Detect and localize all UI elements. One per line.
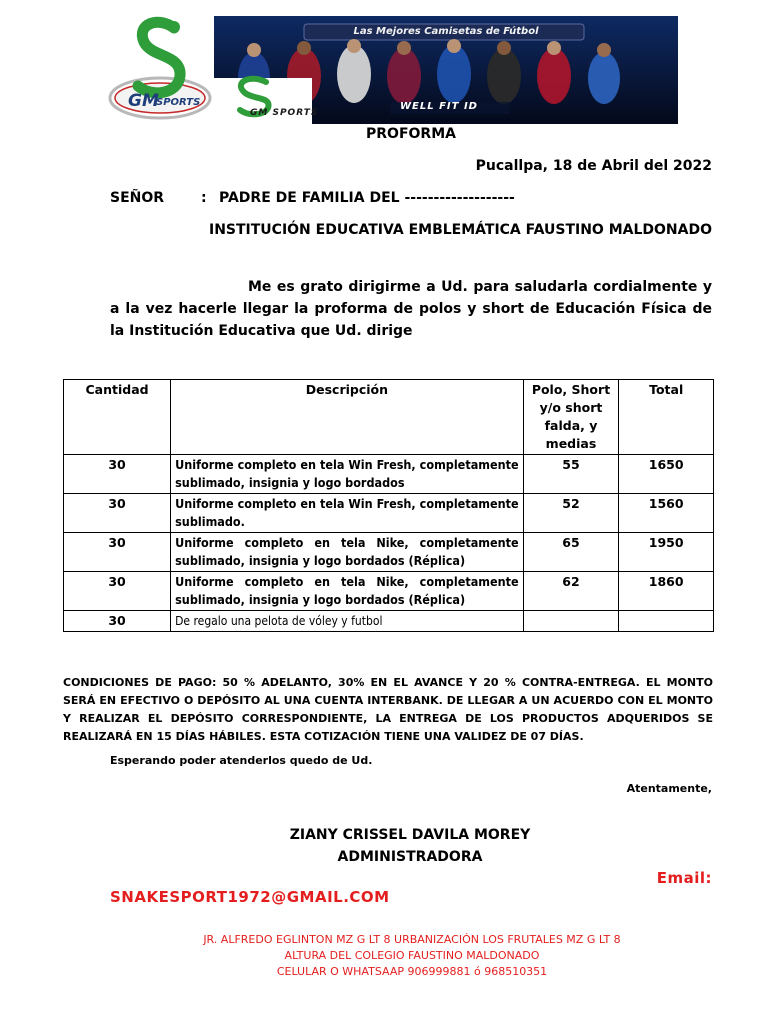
- row-unit-price: 65: [523, 533, 619, 572]
- row-quantity: 30: [64, 533, 171, 572]
- signer-role: ADMINISTRADORA: [337, 849, 483, 865]
- table-row: [64, 455, 714, 494]
- table-header-row: [64, 380, 714, 455]
- gm-sports-logo: [108, 14, 212, 122]
- email-address[interactable]: SNAKESPORT1972@GMAIL.COM: [110, 888, 390, 906]
- svg-text:SPORTS: SPORTS: [156, 97, 201, 108]
- row-unit-price: [523, 611, 619, 632]
- row-description: De regalo una pelota de vóley y futbol: [171, 611, 524, 632]
- institution-name: INSTITUCIÓN EDUCATIVA EMBLEMÁTICA FAUSTINO MALDONADO: [208, 222, 712, 238]
- row-unit-price: 55: [523, 455, 619, 494]
- document-title: PROFORMA: [366, 126, 456, 142]
- row-description: Uniforme completo en tela Win Fresh, completamente sublimado, insignia y logo bordados: [171, 455, 524, 494]
- column-header-unit-price: Polo, Short y/o short falda, y medias: [523, 380, 619, 455]
- header-banner: [214, 16, 678, 124]
- recipient-colon: :: [201, 190, 207, 206]
- row-description: Uniforme completo en tela Nike, completamente sublimado, insignia y logo bordados (Réplica): [171, 572, 524, 611]
- row-quantity: 30: [64, 494, 171, 533]
- row-total: 1560: [619, 494, 714, 533]
- row-unit-price: 62: [523, 572, 619, 611]
- address-reference: ALTURA DEL COLEGIO FAUSTINO MALDONADO: [284, 949, 540, 962]
- email-label: Email:: [656, 869, 712, 887]
- table-row: [64, 533, 714, 572]
- row-description: Uniforme completo en tela Nike, completamente sublimado, insignia y logo bordados (Réplica): [171, 533, 524, 572]
- column-header-quantity: Cantidad: [64, 380, 171, 455]
- row-total: 1950: [619, 533, 714, 572]
- row-quantity: 30: [64, 572, 171, 611]
- row-total: 1860: [619, 572, 714, 611]
- intro-paragraph: Me es grato dirigirme a Ud. para saludarla cordialmente y a la vez hacerle llegar la proforma de polos y short de Educación Física de la Institución Educativa que Ud. dirige: [110, 279, 712, 339]
- place-date: Pucallpa, 18 de Abril del 2022: [475, 158, 712, 174]
- table-row: [64, 611, 714, 632]
- recipient-label: SEÑOR: [110, 190, 165, 206]
- row-unit-price: 52: [523, 494, 619, 533]
- closing-line: Esperando poder atenderlos quedo de Ud.: [110, 754, 373, 767]
- banner-logo-text: GM SPORTS: [250, 108, 319, 118]
- column-header-total: Total: [619, 380, 714, 455]
- row-total: 1650: [619, 455, 714, 494]
- row-quantity: 30: [64, 455, 171, 494]
- signer-name: ZIANY CRISSEL DAVILA MOREY: [289, 827, 531, 843]
- svg-text:GM: GM: [128, 91, 159, 111]
- row-total: [619, 611, 714, 632]
- table-row: [64, 572, 714, 611]
- table-row: [64, 494, 714, 533]
- row-quantity: 30: [64, 611, 171, 632]
- row-description: Uniforme completo en tela Win Fresh, completamente sublimado.: [171, 494, 524, 533]
- items-table: [63, 379, 714, 632]
- address-line: JR. ALFREDO EGLINTON MZ G LT 8 URBANIZACIÓN LOS FRUTALES MZ G LT 8: [203, 933, 621, 946]
- recipient-value: PADRE DE FAMILIA DEL -------------------: [219, 190, 515, 206]
- banner-brand-text: WELL FIT ID: [400, 101, 478, 112]
- column-header-description: Descripción: [171, 380, 524, 455]
- payment-conditions: CONDICIONES DE PAGO: 50 % ADELANTO, 30% EN EL AVANCE Y 20 % CONTRA-ENTREGA. EL MONTO SERÁ EN EFECTIVO O DEPÓSITO AL UNA CUENTA INTERBANK. DE LLEGAR A UN ACUERDO CON EL MONTO Y REALIZAR EL DEPÓSITO CORRESPONDIENTE, LA ENTREGA DE LOS PRODUCTOS ADQUERIDOS SE REALIZARÁ EN 15 DÍAS HÁBILES. ESTA COTIZACIÓN TIENE UNA VALIDEZ DE 07 DÍAS.: [63, 676, 713, 743]
- banner-title: Las Mejores Camisetas de Fútbol: [353, 26, 539, 37]
- phone-line: CELULAR O WHATSAAP 906999881 ó 968510351: [276, 965, 548, 978]
- regards: Atentamente,: [626, 782, 712, 795]
